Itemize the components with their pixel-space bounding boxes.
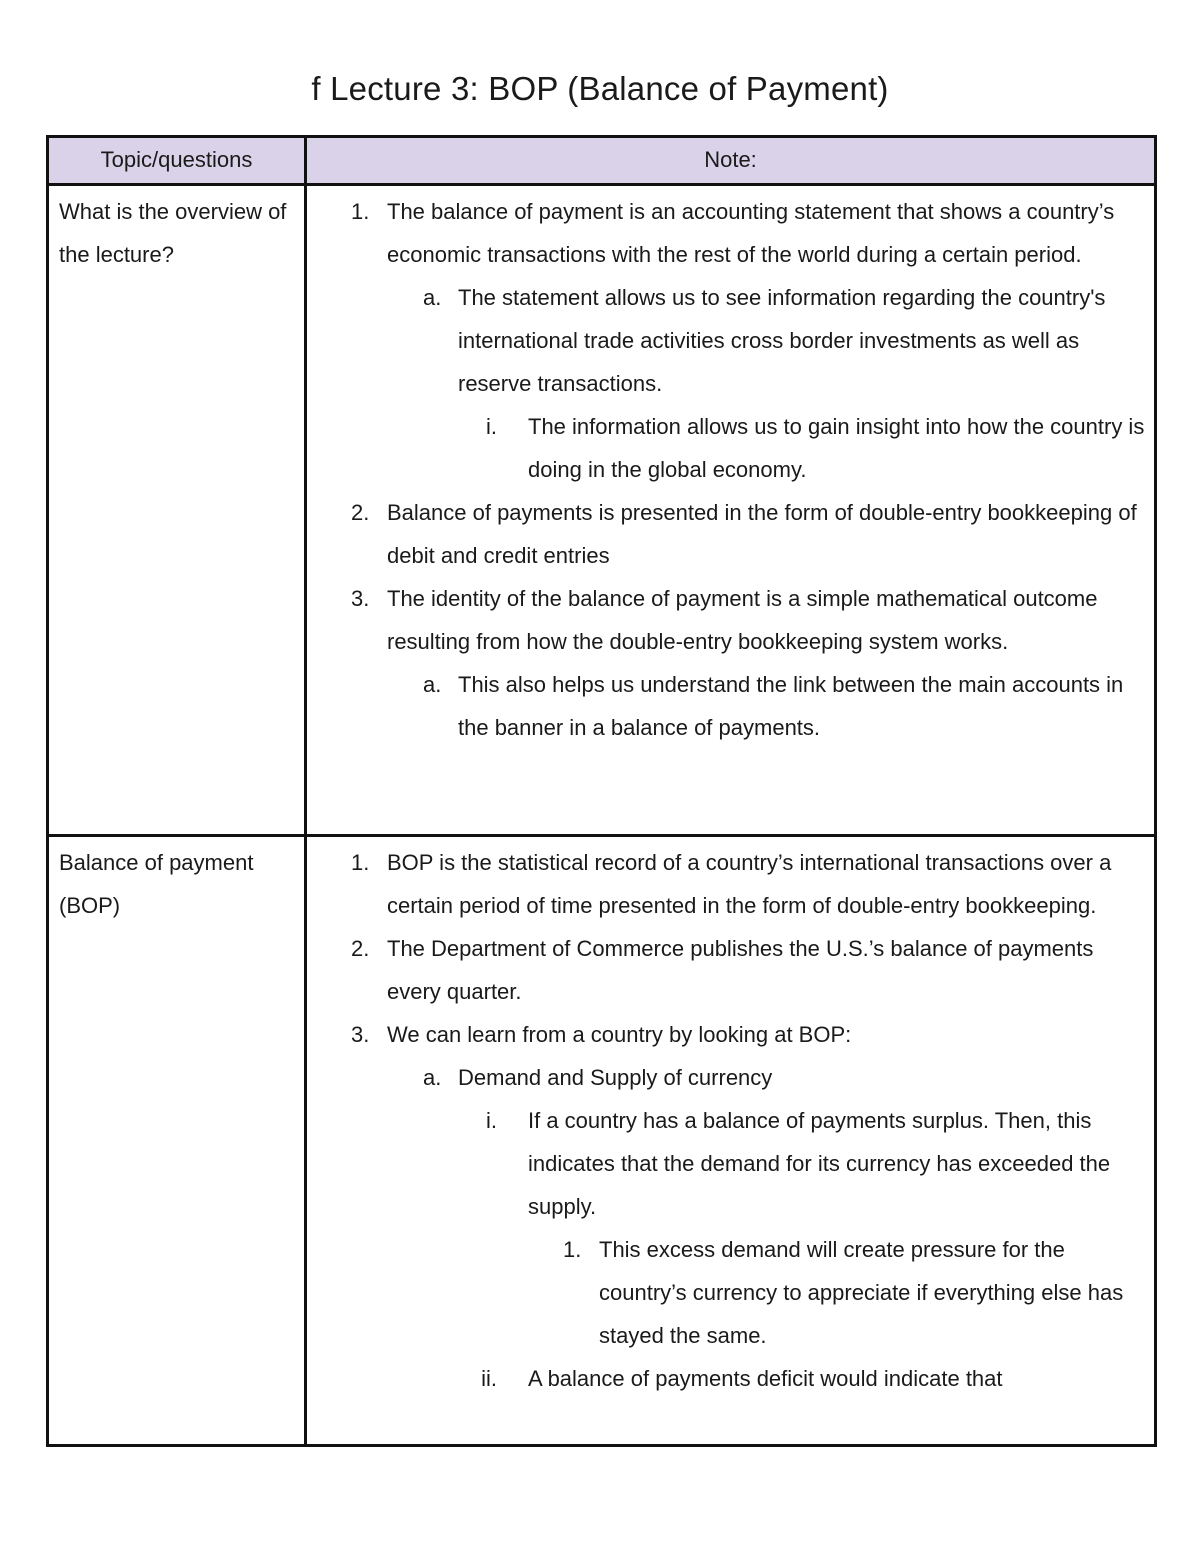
list-marker: a.	[423, 285, 442, 310]
list-item-text: The Department of Commerce publishes the U.S.’s balance of payments every quarter.	[387, 936, 1094, 1004]
table-row	[48, 836, 1156, 1446]
list-marker: 2.	[351, 500, 370, 525]
topic-cell: What is the overview of the lecture?	[48, 185, 306, 836]
list-marker: i.	[486, 1108, 497, 1133]
list-item	[307, 927, 1148, 1013]
list-marker: 3.	[351, 1022, 370, 1047]
note-cell	[306, 836, 1156, 1446]
list-item-text: The information allows us to gain insight into how the country is doing in the global economy.	[528, 414, 1145, 482]
list-item	[307, 1357, 1148, 1400]
list-item-text: The balance of payment is an accounting statement that shows a country’s economic transactions with the rest of the world during a certain period.	[387, 199, 1115, 267]
list-item-text: A balance of payments deficit would indicate that	[528, 1366, 1003, 1391]
list-item-text: If a country has a balance of payments surplus. Then, this indicates that the demand for its currency has exceeded the supply.	[528, 1108, 1111, 1219]
list-marker: a.	[423, 672, 442, 697]
list-item	[307, 276, 1148, 405]
note-cell	[306, 185, 1156, 836]
list-marker: i.	[486, 414, 497, 439]
header-note: Note:	[306, 137, 1156, 185]
list-item	[307, 405, 1148, 491]
notes-table	[46, 135, 1157, 1447]
list-item-text: The identity of the balance of payment is a simple mathematical outcome resulting from how the double-entry bookkeeping system works.	[387, 586, 1098, 654]
list-item-text: BOP is the statistical record of a country’s international transactions over a certain period of time presented in the form of double-entry bookkeeping.	[387, 850, 1112, 918]
list-marker: 1.	[351, 199, 370, 224]
list-item	[307, 841, 1148, 927]
list-marker: 1.	[351, 850, 370, 875]
list-item	[307, 663, 1148, 749]
list-item-text: We can learn from a country by looking at BOP:	[387, 1022, 852, 1047]
list-marker: ii.	[481, 1366, 497, 1391]
list-item-text: This excess demand will create pressure for the country’s currency to appreciate if everything else has stayed the same.	[599, 1237, 1124, 1348]
list-marker: 1.	[563, 1237, 582, 1262]
list-item	[307, 577, 1148, 663]
list-marker: 2.	[351, 936, 370, 961]
list-item-text: Demand and Supply of currency	[458, 1065, 773, 1090]
list-item-text: Balance of payments is presented in the form of double-entry bookkeeping of debit and credit entries	[387, 500, 1137, 568]
list-marker: a.	[423, 1065, 442, 1090]
list-item-text: This also helps us understand the link between the main accounts in the banner in a balance of payments.	[458, 672, 1124, 740]
list-marker: 3.	[351, 586, 370, 611]
page-title: f Lecture 3: BOP (Balance of Payment)	[311, 70, 889, 107]
topic-cell: Balance of payment (BOP)	[48, 836, 306, 1446]
list-item	[307, 1228, 1148, 1357]
header-topic: Topic/questions	[48, 137, 306, 185]
list-item-text: The statement allows us to see information regarding the country's international trade activities cross border investments as well as reserve transactions.	[458, 285, 1106, 396]
list-item	[307, 491, 1148, 577]
table-row	[48, 185, 1156, 836]
list-item	[307, 1013, 1148, 1056]
list-item	[307, 190, 1148, 276]
table-header-row	[48, 137, 1156, 185]
list-item	[307, 1099, 1148, 1228]
list-item	[307, 1056, 1148, 1099]
